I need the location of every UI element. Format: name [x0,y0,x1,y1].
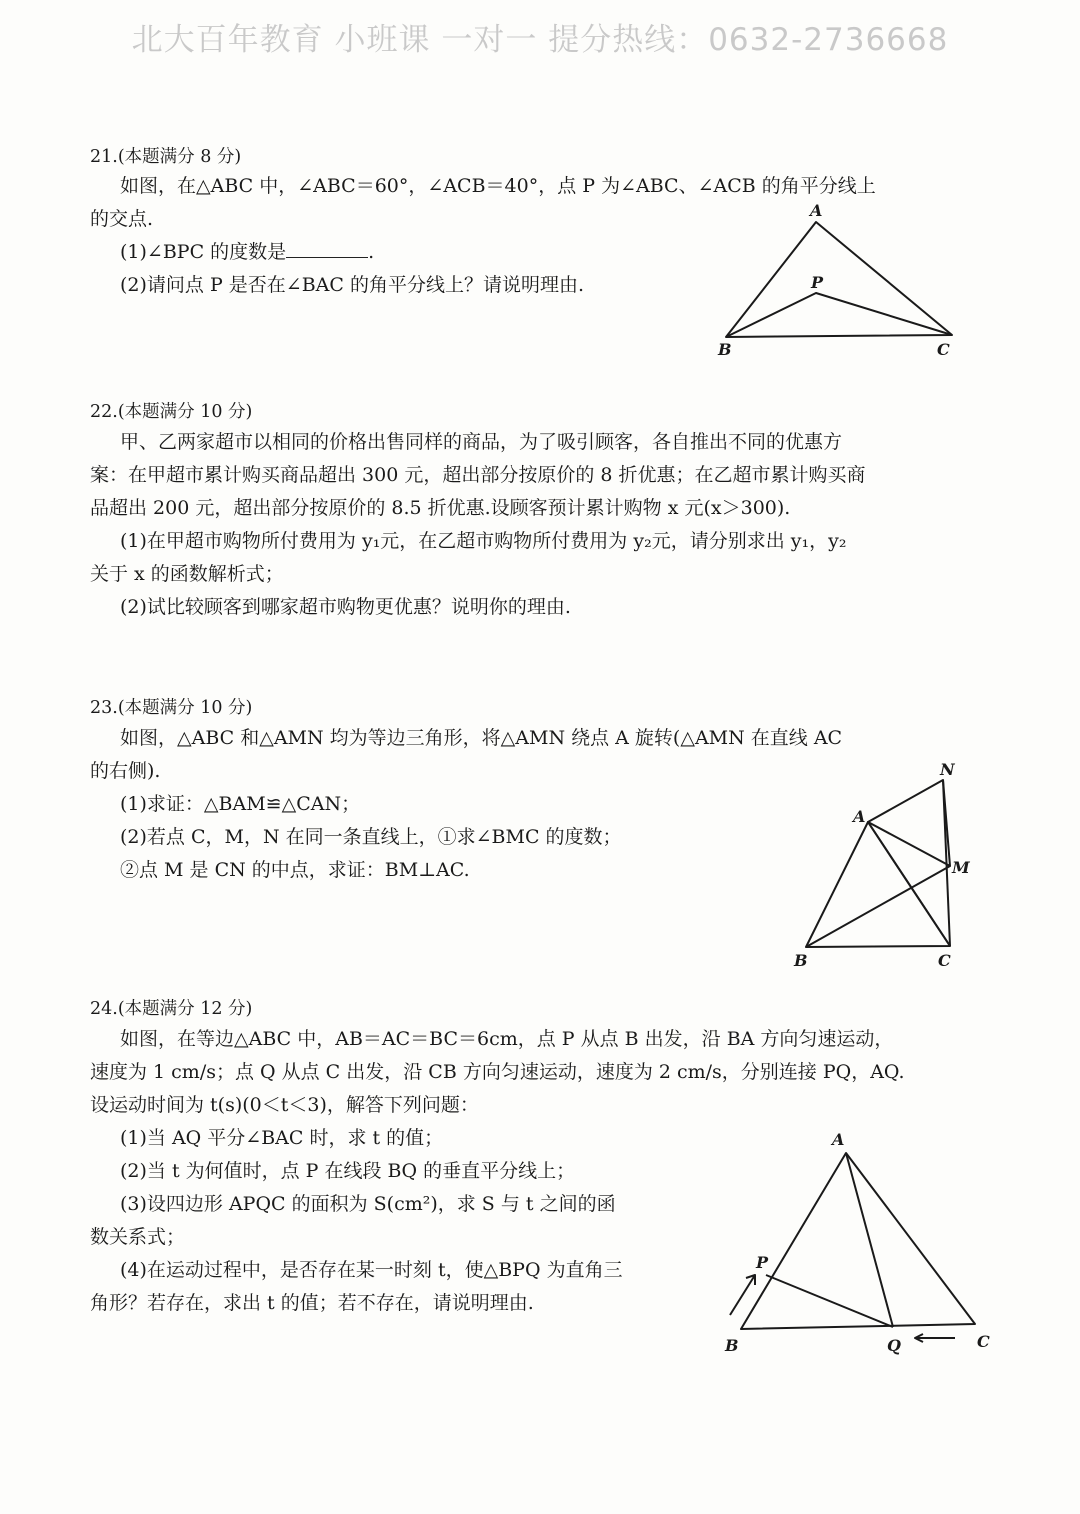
label-c: C [937,340,950,359]
label-b: B [794,951,808,970]
question-21-part-2: (2)请问点 P 是否在∠BAC 的角平分线上？请说明理由. [120,274,584,296]
label-p: P [811,273,824,292]
question-22-part-1: (1)在甲超市购物所付费用为 y₁元，在乙超市购物所付费用为 y₂元，请分别求出 y₁，y₂ [120,530,847,552]
question-22-line-2: 案：在甲超市累计购买商品超出 300 元，超出部分按原价的 8 折优惠；在乙超市累计购买商 [90,464,866,486]
label-q: Q [887,1336,901,1355]
question-22-header: 22.(本题满分 10 分) [90,402,253,422]
label-a: A [832,1130,845,1149]
question-23-line-2: 的右侧). [90,760,161,782]
segment-pq [766,1275,893,1327]
figure-23 [780,755,990,975]
label-b: B [725,1336,739,1355]
question-24-line-1: 如图，在等边△ABC 中，AB＝AC＝BC＝6cm，点 P 从点 B 出发，沿 BA 方向匀速运动， [120,1028,894,1050]
label-p: P [756,1253,769,1272]
triangle-amn [868,780,950,866]
figure-24 [715,1125,995,1355]
segment-am [868,822,950,946]
question-24-part-1: (1)当 AQ 平分∠BAC 时，求 t 的值； [120,1127,444,1149]
question-23-header: 23.(本题满分 10 分) [90,698,253,718]
question-22-part-2: (2)试比较顾客到哪家超市购物更优惠？说明你的理由. [120,596,571,618]
question-21-line-1: 如图，在△ABC 中，∠ABC＝60°，∠ACB＝40°，点 P 为∠ABC、∠ACB 的角平分线上 [120,175,876,197]
bisector-segments [726,293,952,337]
label-m: M [952,858,970,877]
question-21-line-2: 的交点. [90,208,154,230]
question-23-part-3: ②点 M 是 CN 的中点，求证：BM⊥AC. [120,859,470,881]
question-24-part-4: (4)在运动过程中，是否存在某一时刻 t，使△BPQ 为直角三 [120,1259,623,1281]
question-23-part-2: (2)若点 C，M，N 在同一条直线上，①求∠BMC 的度数； [120,826,622,848]
question-24-part-2: (2)当 t 为何值时，点 P 在线段 BQ 的垂直平分线上； [120,1160,576,1182]
question-21-part-1-text: (1)∠BPC 的度数是 [120,241,287,263]
label-a: A [810,201,823,220]
arrow-p-shaft [730,1275,755,1315]
label-b: B [718,340,732,359]
segment-aq [846,1153,893,1327]
question-24-part-4-cont: 角形？若存在，求出 t 的值；若不存在，请说明理由. [90,1292,534,1314]
label-a: A [853,807,866,826]
answer-blank [286,239,368,258]
question-22-part-1-cont: 关于 x 的函数解析式； [90,563,284,585]
question-21-header: 21.(本题满分 8 分) [90,147,242,167]
segment-bm [806,866,950,947]
question-24-line-3: 设运动时间为 t(s)(0＜t＜3)，解答下列问题： [90,1094,479,1116]
label-n: N [940,760,955,779]
triangle-abc [806,822,950,947]
label-c: C [977,1332,990,1351]
label-c: C [938,951,951,970]
question-21-part-1-end: . [368,241,375,263]
figure-21 [700,200,970,365]
question-22 [90,401,970,624]
question-23-part-1: (1)求证：△BAM≌△CAN； [120,793,361,815]
question-24-header: 24.(本题满分 12 分) [90,999,253,1019]
question-24-part-3-cont: 数关系式； [90,1226,186,1248]
question-22-line-3: 品超出 200 元，超出部分按原价的 8.5 折优惠.设顾客预计累计购物 x 元(x＞300). [90,497,791,519]
question-24-line-2: 速度为 1 cm/s；点 Q 从点 C 出发，沿 CB 方向匀速运动，速度为 2 cm/s，分别连接 PQ，AQ. [90,1061,905,1083]
watermark: 北大百年教育 小班课 一对一 提分热线：0632-2736668 [131,22,949,58]
question-24-part-3: (3)设四边形 APQC 的面积为 S(cm²)，求 S 与 t 之间的函 [120,1193,616,1215]
triangle-abc [741,1153,975,1329]
question-23-line-1: 如图，△ABC 和△AMN 均为等边三角形，将△AMN 绕点 A 旋转(△AMN 在直线 AC [120,727,843,749]
question-22-line-1: 甲、乙两家超市以相同的价格出售同样的商品，为了吸引顾客，各自推出不同的优惠方 [120,431,843,453]
